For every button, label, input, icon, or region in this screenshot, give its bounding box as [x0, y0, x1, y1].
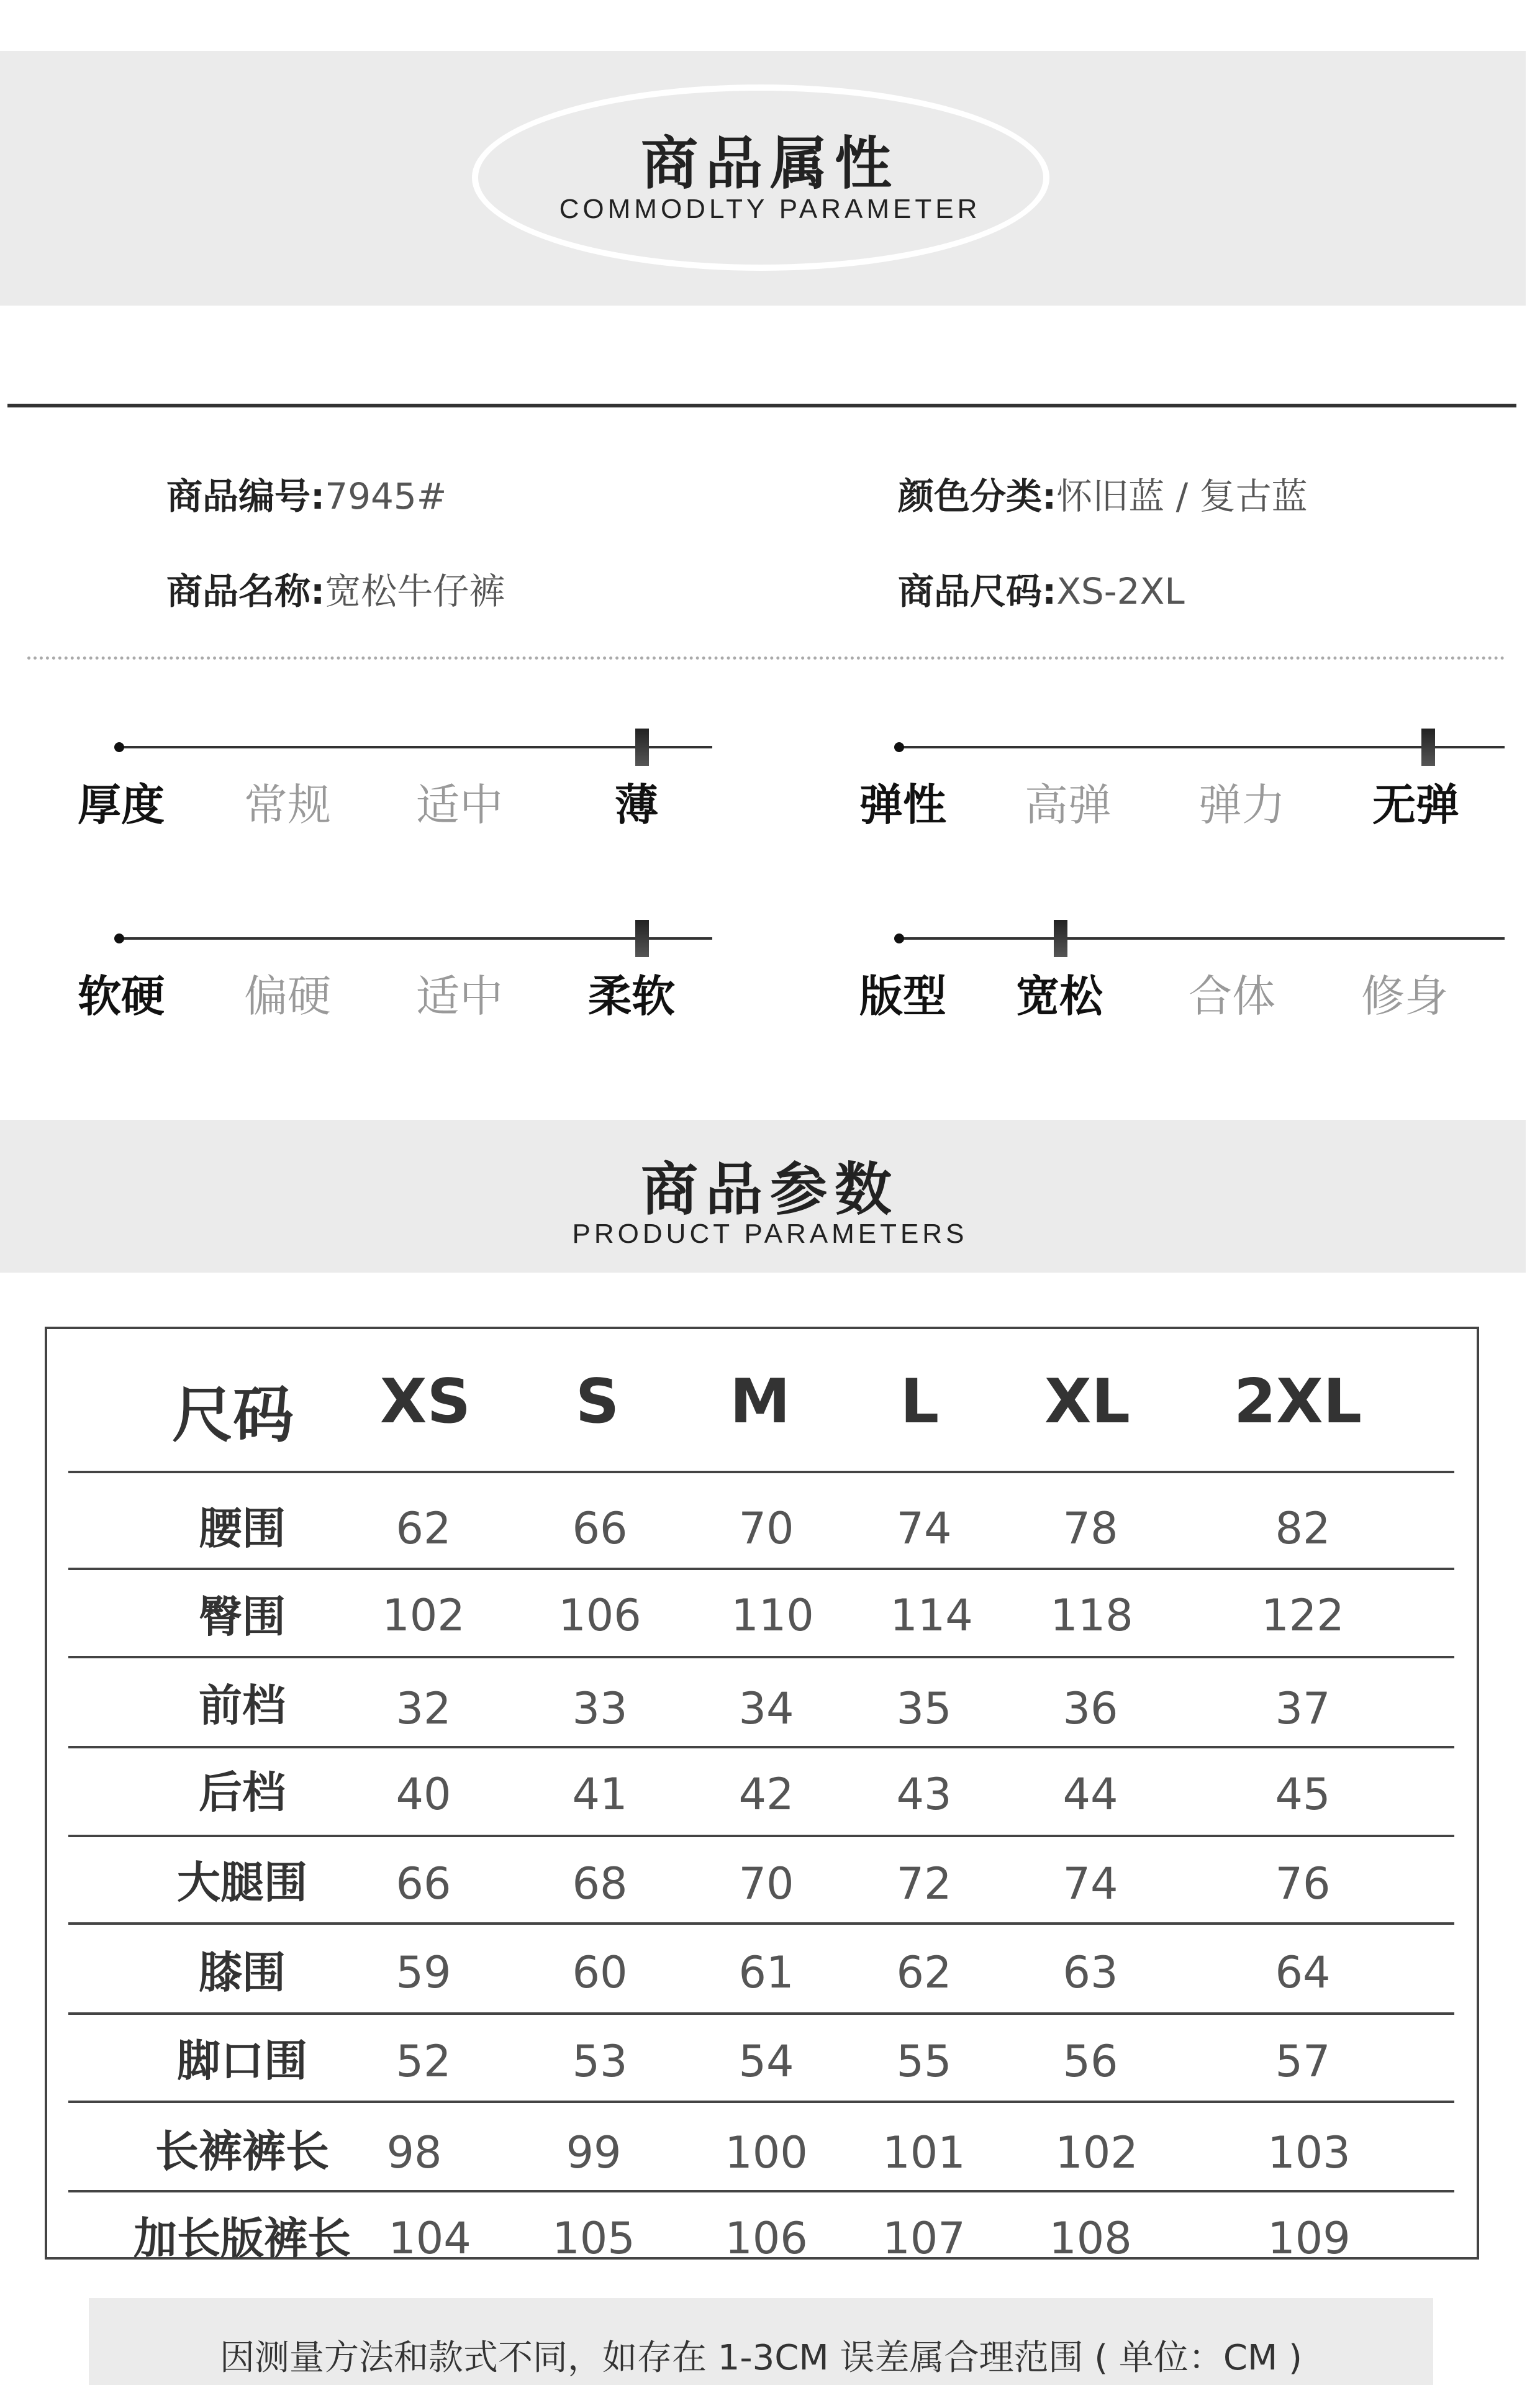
table-cell: 43: [896, 1769, 952, 1820]
table-cell: 45: [1275, 1769, 1331, 1820]
table-cell: 106: [725, 2213, 808, 2264]
scale-start-dot: [114, 742, 124, 752]
table-cell: 36: [1062, 1683, 1118, 1734]
table-cell: 100: [725, 2127, 808, 2178]
section-subtitle: PRODUCT PARAMETERS: [572, 1219, 968, 1249]
divider: [7, 404, 1516, 407]
table-cell: 70: [738, 1858, 794, 1909]
item-number: [166, 467, 446, 519]
table-cell: 82: [1275, 1503, 1331, 1554]
scale-marker: [635, 920, 649, 957]
scale-marker: [635, 729, 649, 766]
table-row-label: 大腿围: [177, 1857, 307, 1908]
table-cell: 101: [882, 2127, 966, 2178]
section-subtitle: COMMODLTY PARAMETER: [559, 194, 981, 224]
scale-line: [119, 937, 712, 940]
table-rule: [68, 1746, 1454, 1748]
attr-option: 适中: [416, 971, 503, 1022]
color-category: [898, 467, 1308, 519]
table-rule: [68, 1922, 1454, 1925]
table-rule: [68, 1656, 1454, 1658]
table-cell: 66: [572, 1503, 628, 1554]
item-name: [166, 562, 505, 614]
scale-line: [899, 746, 1505, 748]
table-cell: 35: [896, 1683, 952, 1734]
scale-line: [899, 937, 1505, 940]
table-rule: [68, 2101, 1454, 2103]
table-rule: [68, 1568, 1454, 1570]
scale-marker: [1421, 729, 1435, 766]
attr-option: 偏硬: [244, 971, 331, 1022]
table-cell: 118: [1050, 1590, 1133, 1641]
size-value: XS-2XL: [1056, 570, 1185, 612]
table-row-label: 长裤裤长: [155, 2126, 329, 2177]
table-row-label: 前档: [199, 1680, 286, 1731]
attr-option: 适中: [416, 779, 503, 830]
table-cell: 106: [558, 1590, 641, 1641]
attr-option-selected: 宽松: [1016, 971, 1103, 1022]
table-cell: 109: [1267, 2213, 1351, 2264]
attr-option: 修身: [1361, 971, 1448, 1022]
table-cell: 40: [396, 1769, 451, 1820]
table-cell: 33: [572, 1683, 628, 1734]
table-header-cell: M: [730, 1366, 790, 1437]
table-cell: 98: [386, 2127, 442, 2178]
table-cell: 102: [382, 1590, 465, 1641]
attr-option-selected: 柔软: [588, 971, 675, 1022]
table-row-label: 加长版裤长: [134, 2213, 351, 2264]
table-cell: 103: [1267, 2127, 1351, 2178]
table-cell: 63: [1062, 1947, 1118, 1998]
table-header-cell: 2XL: [1233, 1366, 1362, 1437]
table-rule: [68, 2012, 1454, 2015]
scale-start-dot: [114, 934, 124, 943]
item-number-label: 商品编号:: [166, 475, 325, 517]
table-rule: [68, 1835, 1454, 1837]
table-cell: 105: [552, 2213, 635, 2264]
item-size: [898, 562, 1185, 614]
table-cell: 32: [396, 1683, 451, 1734]
table-cell: 114: [890, 1590, 973, 1641]
table-cell: 68: [572, 1858, 628, 1909]
table-cell: 60: [572, 1947, 628, 1998]
table-header-cell: S: [575, 1366, 620, 1437]
section-title: 商品属性: [640, 130, 899, 197]
table-header-cell: 尺码: [171, 1380, 294, 1451]
attr-option: 高弹: [1025, 779, 1112, 830]
table-row-label: 后档: [199, 1767, 286, 1818]
item-name-label: 商品名称:: [166, 570, 325, 612]
scale-start-dot: [894, 742, 904, 752]
measurement-note: 因测量方法和款式不同，如存在 1-3CM 误差属合理范围 ( 单位：CM ): [220, 2338, 1302, 2378]
table-cell: 78: [1062, 1503, 1118, 1554]
color-label: 颜色分类:: [898, 475, 1057, 517]
item-number-value: 7945#: [325, 475, 447, 517]
table-cell: 55: [896, 2036, 952, 2087]
table-cell: 41: [572, 1769, 628, 1820]
table-cell: 122: [1261, 1590, 1344, 1641]
table-cell: 74: [896, 1503, 952, 1554]
attr-option: 常规: [244, 779, 331, 830]
item-name-value: 宽松牛仔裤: [325, 570, 505, 612]
table-cell: 54: [738, 2036, 794, 2087]
table-cell: 42: [738, 1769, 794, 1820]
table-header-cell: XL: [1044, 1366, 1130, 1437]
table-cell: 70: [738, 1503, 794, 1554]
table-header-cell: XS: [379, 1366, 471, 1437]
attr-name-elasticity: 弹性: [859, 779, 946, 830]
table-cell: 53: [572, 2036, 628, 2087]
table-cell: 74: [1062, 1858, 1118, 1909]
attr-option-selected: 无弹: [1372, 779, 1459, 830]
attr-option: 合体: [1189, 971, 1275, 1022]
table-cell: 66: [396, 1858, 451, 1909]
table-row-label: 腰围: [199, 1503, 286, 1554]
table-cell: 108: [1049, 2213, 1132, 2264]
table-cell: 76: [1275, 1858, 1331, 1909]
color-value: 怀旧蓝 / 复古蓝: [1056, 475, 1308, 517]
table-cell: 102: [1055, 2127, 1138, 2178]
dotted-divider: [27, 656, 1505, 660]
table-row-label: 膝围: [199, 1947, 286, 1998]
table-cell: 99: [566, 2127, 622, 2178]
table-row-label: 臀围: [199, 1591, 286, 1642]
table-cell: 62: [896, 1947, 952, 1998]
table-cell: 61: [738, 1947, 794, 1998]
attr-option: 弹力: [1198, 779, 1285, 830]
size-label: 商品尺码:: [898, 570, 1057, 612]
table-cell: 37: [1275, 1683, 1331, 1734]
table-cell: 107: [882, 2213, 966, 2264]
table-rule: [68, 1471, 1454, 1473]
table-cell: 57: [1275, 2036, 1331, 2087]
section-title: 商品参数: [640, 1156, 899, 1223]
table-cell: 56: [1062, 2036, 1118, 2087]
table-cell: 34: [738, 1683, 794, 1734]
table-row-label: 脚口围: [177, 2035, 307, 2086]
scale-marker: [1054, 920, 1067, 957]
table-cell: 52: [396, 2036, 451, 2087]
table-rule: [68, 2190, 1454, 2192]
attr-name-softness: 软硬: [78, 971, 165, 1022]
table-header-cell: L: [900, 1366, 940, 1437]
attr-name-thickness: 厚度: [78, 779, 165, 830]
table-cell: 62: [396, 1503, 451, 1554]
attr-name-fit: 版型: [859, 971, 946, 1022]
table-cell: 72: [896, 1858, 952, 1909]
scale-line: [119, 746, 712, 748]
table-cell: 104: [388, 2213, 471, 2264]
attr-option-selected: 薄: [615, 779, 658, 830]
table-cell: 44: [1062, 1769, 1118, 1820]
table-cell: 110: [731, 1590, 814, 1641]
table-cell: 59: [396, 1947, 451, 1998]
scale-start-dot: [894, 934, 904, 943]
table-cell: 64: [1275, 1947, 1331, 1998]
